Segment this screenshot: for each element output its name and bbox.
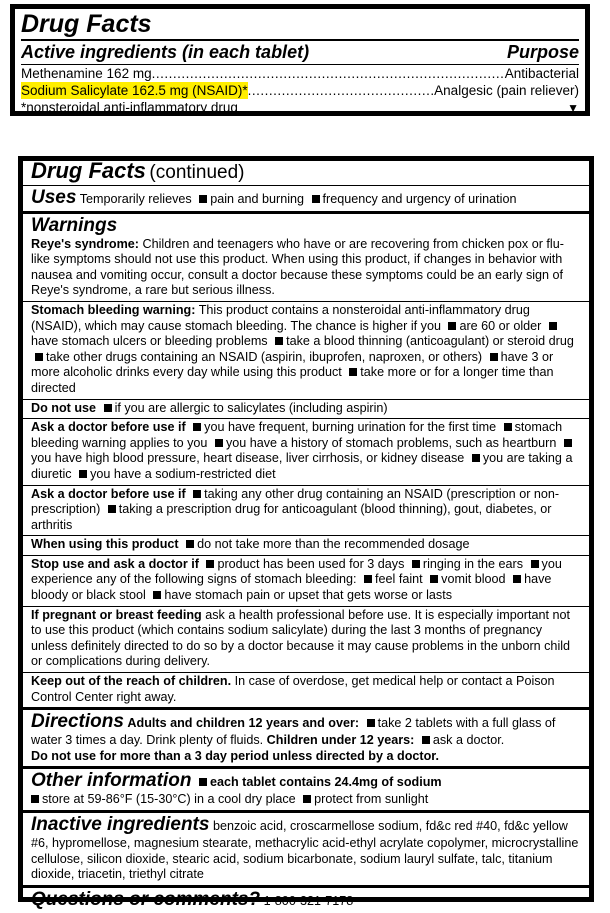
other-info-item: store at 59-86°F (15-30°C) in a cool dry place (42, 792, 296, 807)
reye-section (23, 214, 589, 302)
ask-doctor-section (23, 419, 589, 485)
bullet-square-icon (422, 736, 430, 744)
ingredient-purpose: Analgesic (pain reliever) (434, 83, 579, 98)
bullet-square-icon (199, 195, 207, 203)
uses-item: frequency and urgency of urination (322, 191, 517, 206)
ask-doctor-item: you are taking a diuretic (31, 451, 573, 481)
directions-section (23, 710, 589, 769)
ingredient-row (21, 82, 579, 99)
bullet-square-icon (490, 353, 498, 361)
ask-doctor-item: you have high blood pressure, heart disease, liver cirrhosis, or kidney disease (31, 451, 465, 466)
ask-doctor-label: Ask a doctor before use if (31, 486, 186, 501)
bullet-square-icon (79, 470, 87, 478)
active-ingredients-header (21, 41, 579, 65)
ingredient-purpose: Antibacterial (504, 66, 579, 81)
drug-facts-panel (10, 4, 590, 116)
when-using-section (23, 536, 589, 556)
bullet-square-icon (564, 439, 572, 447)
bullet-square-icon (504, 423, 512, 431)
drug-facts-continued-panel (18, 156, 594, 910)
directions-heading: Directions (31, 711, 124, 733)
bullet-square-icon (412, 560, 420, 568)
ingredient-name: Methenamine 162 mg (21, 66, 152, 81)
stop-use-item: have stomach pain or upset that gets worse or lasts (164, 588, 453, 603)
pregnancy-text: ask a health professional before use. It is especially important not to use this product (which contains sodium salicylate) during the last 3 months of pregnancy unless definitely directed to do so by a doctor because it may cause problems in the unborn child or complications during delivery. (31, 607, 571, 669)
keep-out-text: In case of overdose, get medical help or contact a Poison Control Center right away. (31, 674, 555, 704)
stomach-item: have stomach ulcers or bleeding problems (31, 334, 268, 349)
stop-use-item: feel faint (375, 572, 423, 587)
other-info-item: protect from sunlight (314, 792, 429, 807)
bullet-square-icon (199, 778, 207, 786)
purpose-heading: Purpose (506, 42, 579, 62)
ingredient-row (21, 65, 579, 82)
adults-label: Adults and children 12 years and over: (127, 716, 360, 731)
inactive-ingredients-heading: Inactive ingredients (31, 814, 210, 835)
stop-use-item: ringing in the ears (422, 556, 524, 571)
stop-use-item: vomit blood (441, 572, 506, 587)
bullet-square-icon (303, 795, 311, 803)
ask-doctor-drugs-section (23, 486, 589, 537)
inactive-ingredients-text: benzoic acid, croscarmellose sodium, fd&c red #40, fd&c yellow #6, hypromellose, magnesium stearate, methacrylic acid-ethyl acrylate copolymer, microcrystalline cellulose, silicon dioxide, stearic acid, sodium bicarbonate, sodium lauryl sulfate, talc, titanium dioxide, triacetin, triethyl citrate (31, 819, 579, 882)
bullet-square-icon (531, 560, 539, 568)
questions-heading: Questions or comments? (31, 888, 261, 910)
bullet-square-icon (349, 368, 357, 376)
bullet-square-icon (275, 337, 283, 345)
children-label: Children under 12 years: (266, 733, 415, 748)
adults-text: take 2 tablets with a full glass of water 3 times a day. Drink plenty of fluids. (31, 716, 556, 748)
ask-doctor-item: stomach bleeding warning applies to you (31, 420, 563, 450)
stomach-item: are 60 or older (459, 318, 542, 333)
keep-out-section (23, 673, 589, 710)
stomach-item: have 3 or more alcoholic drinks every day while using this product (31, 349, 554, 380)
bullet-square-icon (513, 575, 521, 583)
uses-section (23, 186, 589, 214)
continued-arrow-icon: ▼ (567, 101, 579, 115)
other-info-item: each tablet contains 24.4mg of sodium (209, 775, 442, 790)
bullet-square-icon (206, 560, 214, 568)
stomach-label: Stomach bleeding warning: (31, 302, 196, 317)
bullet-square-icon (186, 540, 194, 548)
ask-doctor-item: you have a sodium-restricted diet (90, 466, 276, 481)
bullet-square-icon (108, 505, 116, 513)
do-not-use-section (23, 400, 589, 420)
bullet-square-icon (215, 439, 223, 447)
ask-doctor-item: you have a history of stomach problems, such as heartburn (225, 435, 557, 450)
other-information-heading: Other information (31, 770, 192, 792)
questions-section (23, 888, 589, 913)
footnote-row (21, 99, 579, 117)
bullet-square-icon (448, 322, 456, 330)
stop-use-item: product has been used for 3 days (217, 556, 405, 571)
bullet-square-icon (430, 575, 438, 583)
ask-doctor-label: Ask a doctor before use if (31, 420, 186, 435)
uses-heading: Uses (31, 186, 77, 208)
warnings-heading: Warnings (31, 214, 118, 236)
bullet-square-icon (367, 719, 375, 727)
stomach-item: take more or for a longer time than directed (31, 365, 554, 395)
keep-out-label: Keep out of the reach of children. (31, 674, 232, 689)
bullet-square-icon (193, 490, 201, 498)
reye-text: Children and teenagers who have or are recovering from chicken pox or flu-like symptoms should not use this product. When using this product, if changes in behavior with nausea and vomiting occur, consult a doctor because these symptoms could be an early sign of Reye's syndrome, a rare but serious illness. (31, 236, 564, 298)
stomach-text: This product contains a nonsteroidal anti-inflammatory drug (NSAID), which may cause stomach bleeding. The chance is higher if you (31, 302, 530, 333)
stop-use-item: have bloody or black stool (31, 572, 552, 603)
when-using-item: do not take more than the recommended dosage (197, 537, 470, 552)
stop-use-section (23, 556, 589, 607)
ask-doctor-item: taking a prescription drug for anticoagulant (blood thinning), gout, diabetes, or arthritis (31, 502, 552, 532)
when-using-label: When using this product (31, 537, 179, 552)
ask-doctor-item: taking any other drug containing an NSAID (prescription or non-prescription) (31, 486, 560, 517)
continued-title-row (23, 158, 589, 186)
uses-item: pain and burning (210, 191, 305, 206)
stop-use-label: Stop use and ask a doctor if (31, 556, 199, 571)
bullet-square-icon (193, 423, 201, 431)
nsaid-footnote: *nonsteroidal anti-inflammatory drug (21, 100, 238, 115)
bullet-square-icon (312, 195, 320, 203)
continued-title: Drug Facts (31, 158, 146, 183)
bullet-square-icon (472, 454, 480, 462)
inactive-ingredients-section (23, 813, 589, 888)
directions-limit: Do not use for more than a 3 day period unless directed by a doctor. (31, 748, 439, 763)
stomach-bleeding-section (23, 302, 589, 400)
bullet-square-icon (35, 353, 43, 361)
active-ingredients-heading: Active ingredients (in each tablet) (21, 42, 310, 62)
uses-intro: Temporarily relieves (79, 191, 192, 206)
pregnancy-label: If pregnant or breast feeding (31, 607, 202, 622)
other-information-section (23, 769, 589, 813)
continued-suffix: (continued) (149, 162, 245, 183)
stop-use-item: you experience any of the following signs of stomach bleeding: (31, 556, 562, 587)
stomach-item: take other drugs containing an NSAID (aspirin, ibuprofen, naproxen, or others) (46, 349, 483, 364)
bullet-square-icon (153, 591, 161, 599)
ingredient-name-highlighted: Sodium Salicylate 162.5 mg (NSAID)* (21, 83, 248, 98)
reye-label: Reye's syndrome: (31, 236, 139, 251)
do-not-use-label: Do not use (31, 400, 97, 415)
bullet-square-icon (364, 575, 372, 583)
drug-facts-title: Drug Facts (21, 9, 579, 41)
children-text: ask a doctor. (432, 733, 505, 748)
bullet-square-icon (104, 404, 112, 412)
questions-phone: 1-800-321-7178 (263, 893, 354, 908)
bullet-square-icon (549, 322, 557, 330)
ask-doctor-item: you have frequent, burning urination for the first time (204, 420, 497, 435)
stomach-item: take a blood thinning (anticoagulant) or steroid drug (286, 334, 574, 349)
do-not-use-item: if you are allergic to salicylates (including aspirin) (114, 400, 388, 415)
pregnancy-section (23, 607, 589, 673)
bullet-square-icon (31, 795, 39, 803)
